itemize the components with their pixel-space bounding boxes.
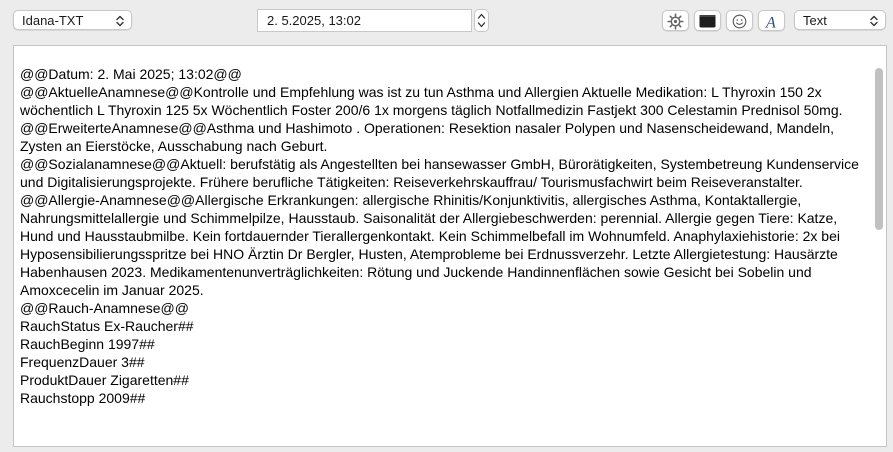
line-allergie-anamnese: @@Allergie-Anamnese@@Allergische Erkrankungen: allergische Rhinitis/Konjunktivitis, allergisches Asthma, Kontaktallergie, Nahrungsmittelallergie und Schimmelpilze, Hausstaub. Saisonalität der Allergiebeschwerden: perennial. Allergie gegen Tiere: Katze, Hund und Hausstaubmilbe. Kein fortdauernder Tierallergenkontakt. Kein Schimmelbefall im Wohnumfeld. Anaphylaxiehistorie: 2x bei Hyposensibilierungsspritze bei HNO Ärztin Dr Bergler, Husten, Atemprobleme bei Erdnussverzehr. Letzte Allergietestung: Hausärzte Habenhausen 2023. Medikamentenunverträglichkeiten: Rötung und Juckende Handinnenflächen sowie Gesicht bei Sobelin und Amoxcecelin im Januar 2025. <box>20 192 840 298</box>
template-select[interactable] <box>13 10 132 30</box>
chevron-updown-icon <box>868 14 880 28</box>
line-rauchstopp: Rauchstopp 2009## <box>20 390 146 406</box>
font-button[interactable] <box>758 10 785 31</box>
svg-text:A: A <box>766 14 776 30</box>
line-frequenz-dauer: FrequenzDauer 3## <box>20 354 145 370</box>
vertical-scrollbar[interactable] <box>875 68 883 230</box>
line-sozialanamnese: @@Sozialanamnese@@Aktuell: berufstätig als Angestellten bei hansewasser GmbH, Bürorätigkeiten, Systembetreung Kundenservice und Digitalisierungsprojekte. Frühere berufliche Tätigkeiten: Reiseverkehrskauffrau/ Tourismusfachwirt beim Reiseveranstalter. <box>20 156 859 190</box>
line-rauch-beginn: RauchBeginn 1997## <box>20 336 155 352</box>
settings-button[interactable] <box>662 10 689 31</box>
format-select[interactable] <box>794 10 886 30</box>
line-aktuelle-anamnese: @@AktuelleAnamnese@@Kontrolle und Empfehlung was ist zu tun Asthma und Allergien Aktuelle Medikation: L Thyroxin 150 2x wöchentlich L Thyroxin 125 5x Wöchentlich Foster 200/6 1x morgens täglich Notfallmedizin Fastjekt 300 Celestamin Prednisol 50mg. <box>20 84 843 118</box>
editor-content[interactable] <box>20 65 866 407</box>
smiley-icon <box>731 13 748 30</box>
emoji-button[interactable] <box>726 10 753 31</box>
format-select-label: Text <box>803 13 827 28</box>
chevron-updown-icon <box>114 14 126 28</box>
text-editor[interactable] <box>13 45 887 447</box>
toolbar <box>0 0 893 42</box>
line-datum: @@Datum: 2. Mai 2025; 13:02@@ <box>20 66 242 82</box>
font-icon <box>763 13 780 30</box>
terminal-icon <box>699 13 716 30</box>
line-rauch-anamnese: @@Rauch-Anamnese@@ <box>20 300 189 316</box>
datetime-field[interactable]: 2. 5.2025, 13:02 <box>257 9 472 32</box>
line-erweiterte-anamnese: @@ErweiterteAnamnese@@Asthma und Hashimoto . Operationen: Resektion nasaler Polypen und Nasenscheidewand, Mandeln, Zysten an Eierstöcke, Ausschabung nach Geburt. <box>20 120 835 154</box>
line-rauch-status: RauchStatus Ex-Raucher## <box>20 318 194 334</box>
datetime-stepper[interactable] <box>474 9 489 32</box>
gear-icon <box>667 13 684 30</box>
terminal-button[interactable] <box>694 10 721 31</box>
stepper-arrows-icon <box>475 10 488 31</box>
template-select-label: Idana-TXT <box>22 13 84 28</box>
line-produkt-dauer: ProduktDauer Zigaretten## <box>20 372 189 388</box>
